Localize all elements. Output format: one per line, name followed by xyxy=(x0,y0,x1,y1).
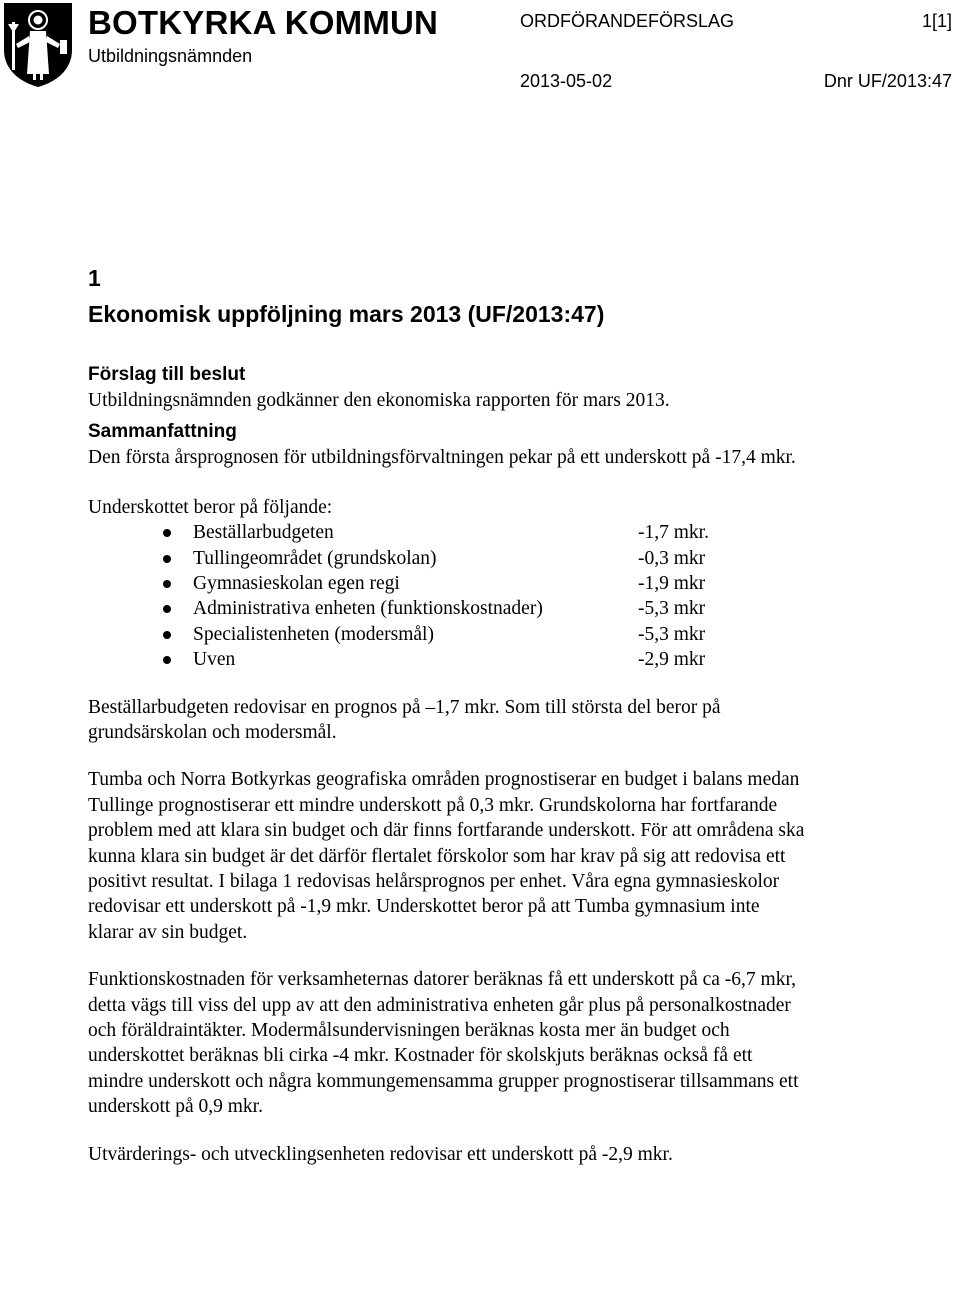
list-item-label: Specialistenheten (modersmål) xyxy=(193,623,434,645)
list-item-amount: -5,3 mkr xyxy=(638,598,706,620)
list-item-label: Tullingeområdet (grundskolan) xyxy=(193,547,437,569)
agenda-item-number: 1 xyxy=(88,265,101,291)
document-type: ORDFÖRANDEFÖRSLAG xyxy=(520,11,735,31)
bullet-icon xyxy=(163,580,171,588)
municipality-crest-logo xyxy=(0,0,76,88)
proposal-heading: Förslag till beslut xyxy=(88,364,246,385)
bullet-icon xyxy=(163,656,171,664)
organization-name: BOTKYRKA KOMMUN xyxy=(88,4,439,41)
organization-unit: Utbildningsnämnden xyxy=(88,46,253,66)
proposal-text: Utbildningsnämnden godkänner den ekonomiska rapporten för mars 2013. xyxy=(88,390,670,411)
list-item xyxy=(88,546,808,571)
list-item xyxy=(88,571,808,596)
bullet-icon xyxy=(163,529,171,537)
list-item-label: Uven xyxy=(193,649,236,671)
deficit-list xyxy=(88,520,808,672)
summary-heading: Sammanfattning xyxy=(88,421,237,443)
list-item-amount: -1,7 mkr. xyxy=(638,522,709,544)
paragraph-evaluation-unit: Utvärderings- och utvecklingsenheten redovisar ett underskott på -2,9 mkr. xyxy=(88,1143,673,1165)
page-number: 1[1] xyxy=(921,11,952,31)
paragraph-geographic-areas: Tumba och Norra Botkyrkas geografiska områden prognostiserar en budget i balans medan Tullinge prognostiserar ett mindre underskott på 0,3 mkr. Grundskolorna har fortfarande problem med att klara sin budget och där finns fortfarande underskott. För att områdena ska kunna klara sin budget är det därför flertalet förskolor som har krav på sig att redovisa ett positivt resultat. I bilaga 1 redovisas helårsprognos per enhet. Våra egna gymnasieskolor redovisar ett underskott på -1,9 mkr. Underskottet beror på att Tumba gymnasium inte klarar av sin budget. xyxy=(88,769,805,943)
summary-intro: Den första årsprognosen för utbildningsförvaltningen pekar på ett underskott på -17,4 mkr. xyxy=(88,447,796,469)
bullet-icon xyxy=(163,555,171,563)
list-item xyxy=(88,596,808,621)
document-body xyxy=(88,362,808,1167)
document-reference: Dnr UF/2013:47 xyxy=(823,71,952,91)
list-item xyxy=(88,622,808,647)
list-item-label: Beställarbudgeten xyxy=(193,522,334,544)
list-item xyxy=(88,520,808,545)
bullet-icon xyxy=(163,631,171,639)
list-item xyxy=(88,647,808,672)
list-intro: Underskottet beror på följande: xyxy=(88,496,333,518)
document-title: Ekonomisk uppföljning mars 2013 (UF/2013:47) xyxy=(88,301,605,327)
list-item-amount: -0,3 mkr xyxy=(638,547,706,569)
list-item-amount: -1,9 mkr xyxy=(638,573,706,594)
list-item-amount: -2,9 mkr xyxy=(638,649,706,671)
document-date: 2013-05-02 xyxy=(520,71,613,91)
list-item-label: Gymnasieskolan egen regi xyxy=(193,573,400,594)
paragraph-orderer-budget: Beställarbudgeten redovisar en prognos på –1,7 mkr. Som till största del beror på grundsärskolan och modersmål. xyxy=(88,696,721,743)
list-item-label: Administrativa enheten (funktionskostnader) xyxy=(193,598,543,620)
bullet-icon xyxy=(163,605,171,613)
list-item-amount: -5,3 mkr xyxy=(638,623,706,645)
paragraph-function-costs: Funktionskostnaden för verksamheternas datorer beräknas få ett underskott på ca -6,7 mkr, detta vägs till viss del upp av att den administrativa enheten går plus på personalkostnader och föräldraintäkter. Modermålsundervisningen beräknas kosta mer än budget och underskottet beräknas bli cirka -4 mkr. Kostnader för skolskjuts beräknas också få ett mindre underskott och några kommungemensamma grupper prognostiserar tillsammans ett underskott på 0,9 mkr. xyxy=(88,969,799,1118)
